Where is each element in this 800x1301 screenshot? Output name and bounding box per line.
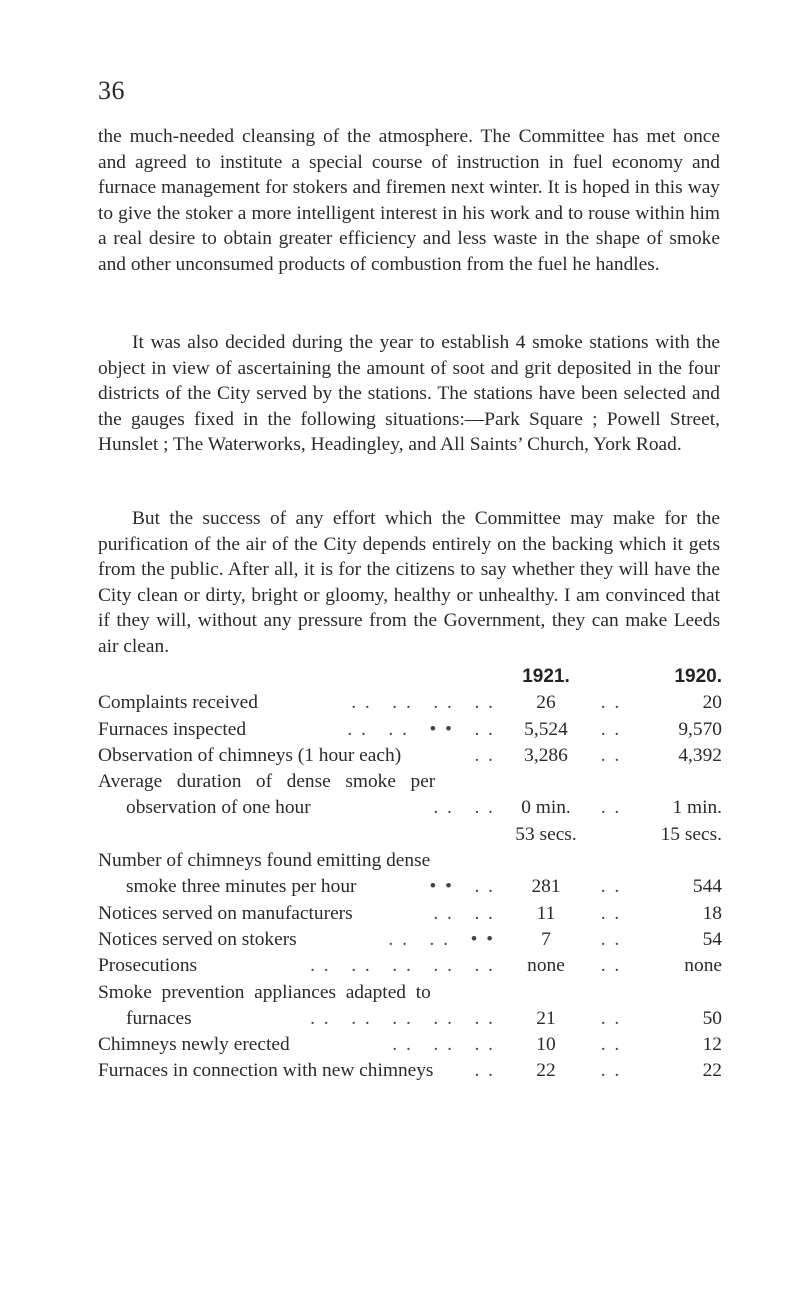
row-label: Complaints received xyxy=(98,692,258,714)
value-1920: 9,570 xyxy=(678,718,722,740)
value-1921: 281 xyxy=(531,876,561,898)
table-row xyxy=(98,1032,722,1058)
paragraph-smoke-stations: It was also decided during the year to establish 4 smoke stations with the object in view of ascertaining the amount of soot and grit deposited in the four districts of the City served by the stations. The stations have been selected and the gauges fixed in the following situations:—Park Square ; Powell Street, Hunslet ; The Waterworks, Headingley, and All Saints’ Church, York Road. xyxy=(98,332,720,456)
value-1920: 12 xyxy=(702,1034,722,1056)
value-1920: 50 xyxy=(702,1007,722,1029)
value-1921-minutes: 0 min. xyxy=(521,797,571,819)
row-label-line2: observation of one hour xyxy=(126,797,311,819)
table-row xyxy=(98,717,722,743)
row-separator: . . xyxy=(600,744,622,766)
dot-leader: . . . . . . xyxy=(392,1034,495,1056)
value-1920-minutes: 1 min. xyxy=(672,797,722,819)
value-1920: 22 xyxy=(702,1060,722,1082)
row-label-line1: Average duration of dense smoke per xyxy=(98,771,436,793)
table-row xyxy=(98,901,722,927)
row-separator: . . xyxy=(600,1007,622,1029)
value-1920: 544 xyxy=(692,876,722,898)
row-separator: . . xyxy=(600,1060,622,1082)
smoke-statistics-table xyxy=(98,664,722,1085)
row-separator: . . xyxy=(600,692,622,714)
table-row xyxy=(98,1058,722,1084)
row-label: Furnaces inspected xyxy=(98,718,247,740)
dot-leader: . . . . . . . . . . xyxy=(310,1007,495,1029)
row-label-line1: Number of chimneys found emitting dense xyxy=(98,850,431,872)
dot-leader: . . . . xyxy=(433,902,495,924)
value-1920-seconds: 15 secs. xyxy=(660,823,722,845)
table-row xyxy=(98,980,722,1033)
row-separator: . . xyxy=(600,902,622,924)
dot-leader: • • . . xyxy=(429,876,495,898)
value-1921: 21 xyxy=(536,1007,556,1029)
header-1920: 1920. xyxy=(674,666,722,687)
row-label: Chimneys newly erected xyxy=(98,1034,290,1056)
row-label: Observation of chimneys (1 hour each) xyxy=(98,744,402,766)
row-separator: . . xyxy=(600,718,622,740)
value-1921: 26 xyxy=(536,692,556,714)
value-1921-seconds: 53 secs. xyxy=(515,823,577,845)
value-1921: none xyxy=(527,955,565,977)
dot-leader: . . . . • • . . xyxy=(347,718,495,740)
value-1921: 10 xyxy=(536,1034,556,1056)
table-row xyxy=(98,769,722,848)
table-row xyxy=(98,953,722,979)
dot-leader: . . . . . . . . xyxy=(351,692,495,714)
table-row xyxy=(98,690,722,716)
paragraph-public-backing: But the success of any effort which the Committee may make for the purification of the air of the City depends entirely on the backing which it gets from the public. After all, it is for the citizens to say whether they will have the City clean or dirty, bright or gloomy, healthy or unhealthy. I am convinced that if they will, without any pressure from the Government, they can make Leeds air clean. xyxy=(98,508,720,657)
table-row xyxy=(98,927,722,953)
header-label-blank xyxy=(98,664,495,690)
row-label: Prosecutions xyxy=(98,955,198,977)
row-separator: . . xyxy=(600,1034,622,1056)
value-1921: 5,524 xyxy=(524,718,568,740)
dot-leader: . . . . xyxy=(433,797,495,819)
value-1920: none xyxy=(684,955,722,977)
value-1920: 18 xyxy=(702,902,722,924)
value-1921: 11 xyxy=(536,902,556,924)
value-1921: 3,286 xyxy=(524,744,568,766)
row-label: Furnaces in connection with new chimneys xyxy=(98,1060,434,1082)
header-1921: 1921. xyxy=(522,666,570,687)
value-1921: 22 xyxy=(536,1060,556,1082)
row-separator: . . xyxy=(600,876,622,898)
row-separator: . . xyxy=(600,955,622,977)
row-label-line2: smoke three minutes per hour xyxy=(126,876,357,898)
table-row xyxy=(98,848,722,901)
dot-leader: . . . . • • xyxy=(388,928,495,950)
row-label-line1: Smoke prevention appliances adapted to xyxy=(98,981,431,1003)
row-label: Notices served on stokers xyxy=(98,928,297,950)
dot-leader: . . . . . . . . . . xyxy=(310,955,495,977)
dot-leader: . . xyxy=(474,744,495,766)
row-separator: . . xyxy=(600,928,622,950)
value-1920: 4,392 xyxy=(678,744,722,766)
paragraph-cleansing: the much-needed cleansing of the atmosphere. The Committee has met once and agreed to institute a special course of instruction in fuel economy and furnace management for stokers and firemen next winter. It is hoped in this way to give the stoker a more intelligent interest in his work and to rouse within him a real desire to obtain greater efficiency and less waste in the shape of smoke and other unconsumed products of combustion from the fuel he handles. xyxy=(98,126,720,275)
dot-leader: . . xyxy=(474,1060,495,1082)
value-1920: 20 xyxy=(702,692,722,714)
value-1920: 54 xyxy=(702,928,722,950)
row-label-line2: furnaces xyxy=(126,1007,192,1029)
header-sep-blank xyxy=(597,664,625,690)
row-separator: . . xyxy=(600,797,622,819)
row-label: Notices served on manufacturers xyxy=(98,902,353,924)
table-header-row xyxy=(98,664,722,690)
table-row xyxy=(98,743,722,769)
page-number: 36 xyxy=(98,76,125,105)
value-1921: 7 xyxy=(541,928,551,950)
